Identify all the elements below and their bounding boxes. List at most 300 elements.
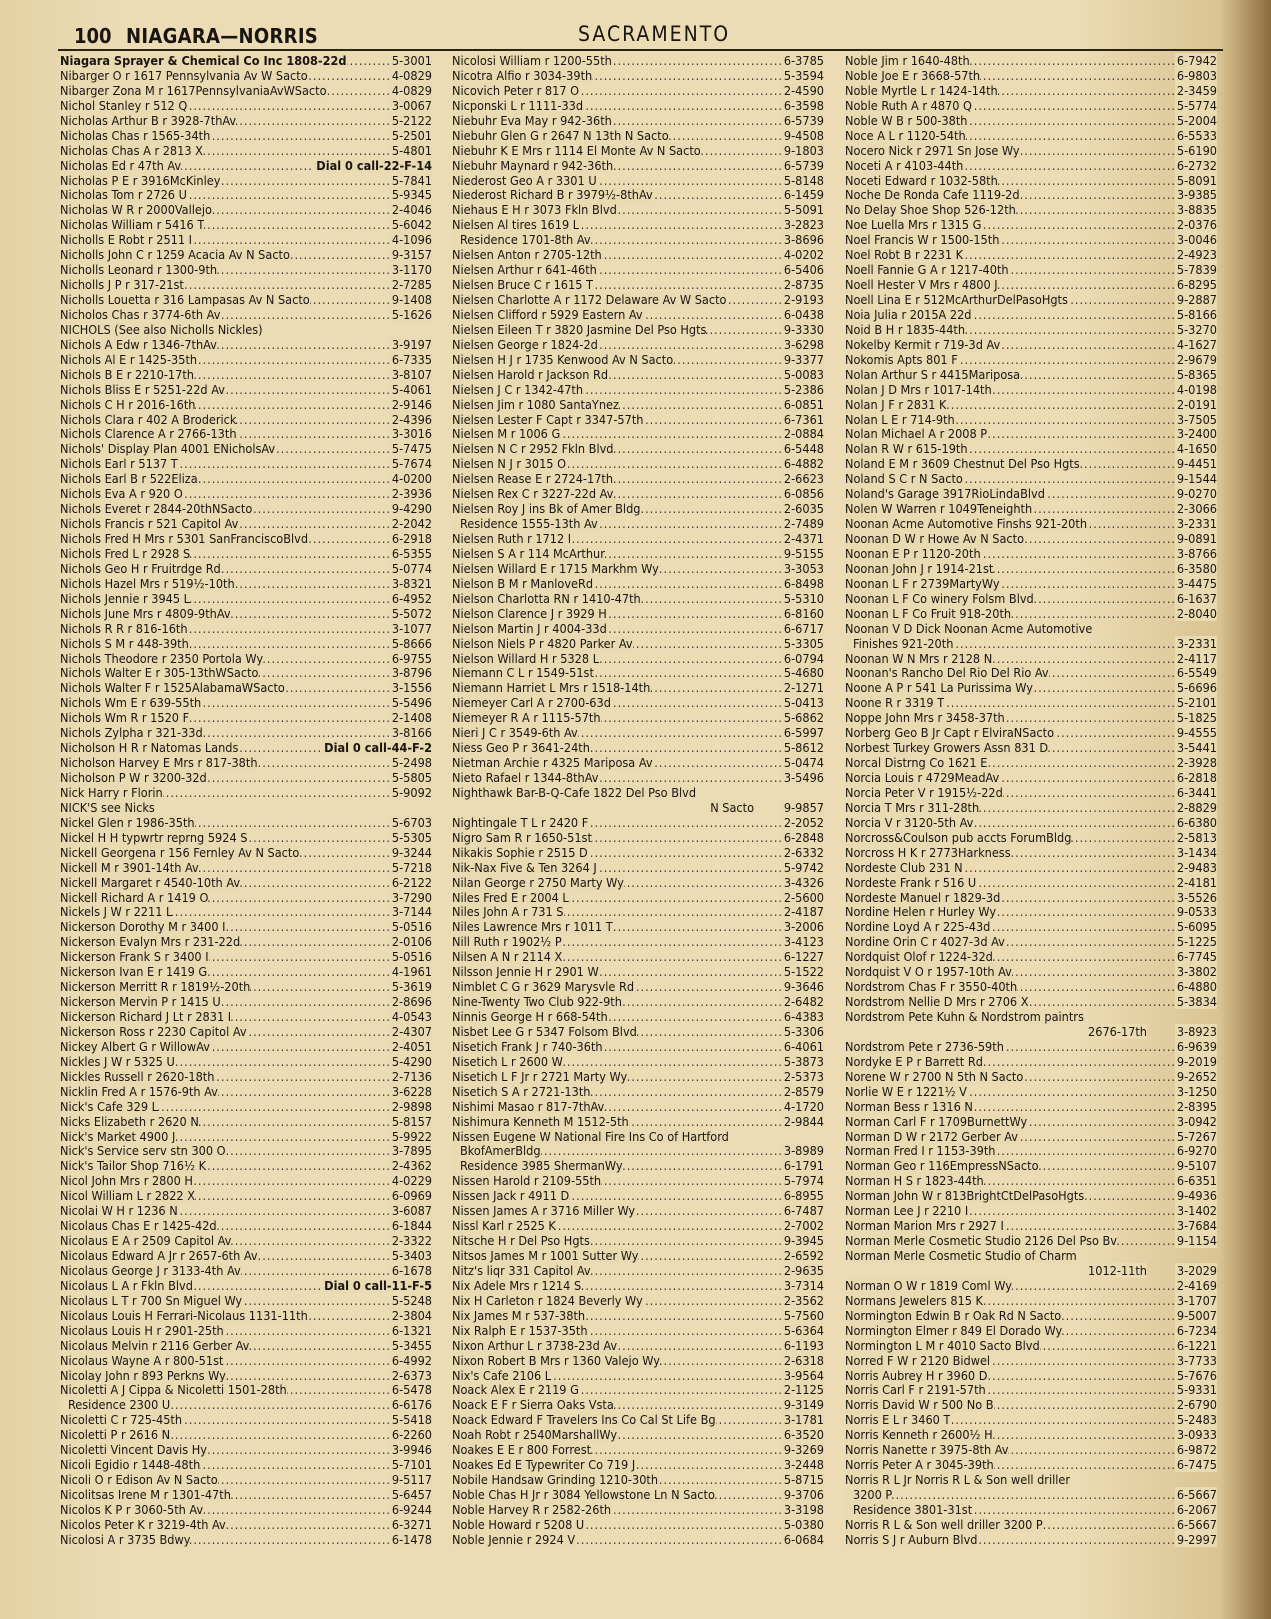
listing-name: Nicolaus Melvin r 2116 Gerber Av [60,1337,250,1353]
listing-entry [845,1308,1217,1323]
listing-name: Norberg Geo B Jr Capt r ElviraNSacto [845,725,1055,741]
listing-entry [60,1382,432,1397]
page-header [58,20,1218,50]
listing-entry [845,979,1217,994]
listing-name: Noone A P r 541 La Purissima Wy [845,680,1033,696]
listing-phone: 6-2818 [1176,770,1217,785]
listing-name: Nichols B E r 2210-17th [60,366,194,382]
listing-phone: 3-6298 [783,336,824,352]
listing-column-3 [845,53,1217,1547]
listing-phone: 9-0533 [1176,904,1217,920]
listing-entry [60,1323,432,1338]
listing-phone: 2-6623 [783,471,824,487]
listing-entry [452,845,824,860]
listing-entry [452,890,824,905]
listing-phone: 2-4396 [391,411,432,427]
listing-phone: 5-3834 [1176,994,1217,1010]
listing-phone: 6-3580 [1176,560,1217,576]
listing-name: Noland E M r 3609 Chestnut Del Pso Hgts [845,456,1080,472]
listing-phone: 3-4326 [783,874,824,890]
listing-entry [452,426,824,441]
listing-name: Nissen Jack r 4911 D [452,1188,570,1204]
listing-phone: 2-0106 [391,934,432,950]
listing-entry [60,367,432,382]
listing-entry [60,695,432,710]
listing-phone: 3-1402 [1176,1203,1217,1219]
listing-name: Nicoletti P r 2616 N [60,1427,171,1443]
listing-name: Nielsen Ruth r 1712 I [452,531,572,546]
listing-name: Noonan John J r 1914-21st [845,560,994,576]
listing-entry [60,1532,432,1547]
listing-name: Nielsen Charlotte A r 1172 Delaware Av W Sacto [452,292,727,307]
listing-entry [60,412,432,427]
listing-phone: 6-5406 [783,262,824,278]
listing-name: Residence 1701-8th Av [452,232,591,247]
listing-phone: 5-6095 [1176,919,1217,935]
listing-name: Norman H S r 1823-44th [845,1173,984,1189]
listing-name: Norris Peter A r 3045-39th [845,1457,994,1473]
listing-phone: 3-0942 [1176,1113,1217,1129]
listing-name: Nordyke E P r Barrett Rd [845,1053,983,1069]
listing-name: Nicolaus Louis H r 2901-25th [60,1322,224,1338]
listing-entry [60,710,432,725]
listing-phone: 2-6332 [783,844,824,860]
listing-name: Niederost Geo A r 3301 U [452,172,597,188]
listing-phone: 3-5526 [1176,889,1217,905]
listing-entry [845,83,1217,98]
listing-name: 2676-17th [1088,1023,1147,1039]
listing-name: Nicholas Tom r 2726 U [60,187,187,203]
listing-name: Nichols Walter F r 1525AlabamaWSacto [60,680,285,696]
listing-name: Nicolos K P r 3060-5th Av [60,1501,204,1517]
listing-name: Nisbet Lee G r 5347 Folsom Blvd [452,1023,637,1039]
listing-name: Nicholls J P r 317-21st [60,277,184,293]
listing-phone: 5-1522 [783,964,824,980]
listing-name: Nolan L E r 714-9th [845,411,955,427]
listing-phone: 5-5805 [391,770,432,785]
listing-entry [845,143,1217,158]
listing-phone: 5-2501 [391,127,432,143]
listing-name: Noah Robt r 2540MarshallWy [452,1427,618,1443]
listing-entry [452,1382,824,1397]
listing-name: Nisetich L F Jr r 2721 Marty Wy [452,1068,628,1084]
listing-name: Noble Jim r 1640-48th [845,53,970,68]
listing-entry [845,785,1217,800]
listing-phone: 5-2498 [391,755,432,771]
listing-phone: 5-5418 [391,1412,432,1428]
listing-name: 1012-11th [1088,1262,1147,1278]
listing-phone: 5-4290 [391,1053,432,1069]
listing-phone: 4-0829 [391,67,432,83]
listing-name: Nicolaus Wayne A r 800-51st [60,1352,224,1368]
listing-name: Norman Carl F r 1709BurnettWy [845,1113,1028,1129]
listing-name: Nielsen Clifford r 5929 Eastern Av [452,306,643,322]
listing-name: Nichols Clarence A r 2766-13th [60,426,237,442]
listing-entry [845,1084,1217,1099]
listing-name: Norman O W r 1819 Coml Wy [845,1277,1012,1293]
listing-phone: 5-9742 [783,859,824,875]
listing-entry [60,949,432,964]
listing-phone: 5-7475 [391,441,432,457]
listing-phone: 6-6380 [1176,814,1217,830]
listing-phone: 9-9857 [783,799,824,815]
listing-phone: 5-2386 [783,381,824,397]
listing-name: Nick's Tailor Shop 716½ K [60,1158,207,1174]
listing-phone: 3-4123 [783,934,824,950]
listing-entry [845,1427,1217,1442]
listing-entry [845,113,1217,128]
listing-phone: 9-4936 [1176,1188,1217,1204]
listing-name: Nitz's liqr 331 Capitol Av [452,1262,591,1278]
listing-phone: 2-6790 [1176,1397,1217,1413]
listing-phone: 5-9922 [391,1128,432,1144]
listing-phone: 2-9635 [783,1262,824,1278]
listing-entry [60,501,432,516]
listing-phone: 5-7218 [391,859,432,875]
listing-entry [60,1069,432,1084]
listing-name: Nickerson Ivan E r 1419 G [60,964,208,980]
listing-entry [452,441,824,456]
listing-name: Nissen Eugene W National Fire Ins Co of Hartford [452,1128,729,1144]
listing-phone: 2-3322 [391,1233,432,1249]
listing-phone: 3-3016 [391,426,432,442]
listing-entry [60,815,432,830]
listing-phone: 3-8696 [783,232,824,248]
listing-name: Nielsen Al tires 1619 L [452,217,580,233]
listing-name: Noonan E P r 1120-20th [845,545,981,561]
listing-entry [452,277,824,292]
listing-phone: 5-3455 [391,1337,432,1353]
listing-name: Nicholas William r 5416 T [60,217,205,233]
listing-name: Nicolosi A r 3735 Bdwy [60,1531,191,1547]
listing-phone: 6-2260 [391,1427,432,1443]
listing-name: Nordine Helen r Hurley Wy [845,904,997,920]
listing-phone: 6-1321 [391,1322,432,1338]
listing-entry [845,1158,1217,1173]
listing-name: Nick's Market 4900 J [60,1128,176,1144]
listing-phone: 2-4371 [783,531,824,546]
listing-entry [452,68,824,83]
listing-phone: 3-6228 [391,1083,432,1099]
listing-phone: 6-9803 [1176,67,1217,83]
listing-entry [452,337,824,352]
listing-entry [845,247,1217,262]
listing-entry [845,830,1217,845]
listing-phone: 5-0474 [783,755,824,771]
listing-entry [845,1039,1217,1054]
listing-phone: 5-5305 [391,829,432,845]
listing-entry [845,516,1217,531]
listing-name: Niemann Harriet L Mrs r 1518-14th [452,680,651,696]
listing-phone: 2-3066 [1176,501,1217,517]
listing-phone: 2-9193 [783,292,824,307]
listing-entry [60,1248,432,1263]
listing-phone: 4-0829 [391,82,432,98]
listing-phone: 6-6717 [783,620,824,636]
listing-phone: 6-0851 [783,396,824,412]
listing-entry [60,1129,432,1144]
listing-phone: 6-9872 [1176,1442,1217,1458]
listing-name: Nickel Glen r 1986-35th [60,814,195,830]
listing-phone: 6-5478 [391,1382,432,1398]
listing-entry [60,1143,432,1158]
listing-entry [452,1278,824,1293]
listing-entry [845,651,1217,666]
listing-phone: 3-0067 [391,97,432,113]
listing-phone: 5-8715 [783,1472,824,1488]
listing-entry [60,755,432,770]
listing-name: Nichols Jennie r 3945 L [60,590,190,606]
listing-name: Nicholas Arthur B r 3928-7thAv [60,112,237,128]
listing-entry [60,1338,432,1353]
listing-name: Nielsen N J r 3015 O [452,456,567,472]
listing-entry [452,1084,824,1099]
listing-phone: 6-9639 [1176,1038,1217,1054]
listing-phone: 6-7475 [1176,1457,1217,1473]
listing-entry [60,1442,432,1457]
listing-entry [845,1099,1217,1114]
listing-name: Nichols Wm E r 639-55th [60,695,202,711]
listing-entry [452,860,824,875]
listing-entry [60,1099,432,1114]
listing-phone: 4-1627 [1176,336,1217,352]
listing-entry [60,561,432,576]
listing-entry [60,1368,432,1383]
listing-entry [452,98,824,113]
listing-entry [845,1263,1217,1278]
listing-name: Noonan L F Co Fruit 918-20th [845,605,1012,621]
listing-name: Noceti A r 4103-44th [845,157,964,173]
listing-entry [845,875,1217,890]
listing-name: Niemeyer R A r 1115-57th [452,710,601,726]
listing-entry [845,531,1217,546]
listing-entry [60,621,432,636]
listing-name: Nix James M r 537-38th [452,1307,586,1323]
listing-entry [60,456,432,471]
listing-entry [845,1487,1217,1502]
listing-entry [452,606,824,621]
listing-entry [845,1114,1217,1129]
listing-phone: Dial 0 call-22-F-14 [316,157,432,173]
listing-entry [452,830,824,845]
listing-entry [452,1368,824,1383]
listing-phone: 6-4882 [783,456,824,472]
listing-entry [452,1054,824,1069]
listing-phone: 3-3802 [1176,964,1217,980]
listing-phone: 5-5774 [1176,97,1217,113]
listing-name: Noble W B r 500-38th [845,112,968,128]
listing-entry [452,785,824,800]
listing-phone: 2-4362 [391,1158,432,1174]
listing-entry [845,964,1217,979]
listing-name: Norbest Turkey Growers Assn 831 D [845,740,1049,756]
listing-phone: 5-6364 [783,1322,824,1338]
listing-entry [452,1039,824,1054]
listing-name: Nimblet C G r 3629 Marysvle Rd [452,979,635,995]
listing-name: Residence 3801-31st [845,1502,972,1517]
listing-phone: 6-4880 [1176,979,1217,995]
listing-name: Nietman Archie r 4325 Mariposa Av [452,755,653,771]
listing-phone: 6-5997 [783,725,824,741]
listing-name: Noble Joe E r 3668-57th [845,67,981,83]
listing-name: Nichols Zylpha r 321-33d [60,725,203,741]
listing-name: Nicolai W H r 1236 N [60,1203,178,1219]
listing-phone: 6-5549 [1176,665,1217,681]
listing-entry [60,1308,432,1323]
listing-entry [845,53,1217,68]
listing-phone: 3-2331 [1176,516,1217,532]
listing-name: Nicholls E Robt r 2511 I [60,232,193,248]
listing-name: Niles John A r 731 S [452,904,564,920]
listing-name: Noland S C r N Sacto [845,471,963,487]
listing-entry [845,1457,1217,1472]
listing-name: Nielsen J C r 1342-47th [452,381,584,397]
listing-entry [845,471,1217,486]
listing-name: Norcross&Coulson pub accts ForumBldg [845,829,1072,845]
listing-phone: 6-7361 [783,411,824,427]
listing-name: Nickerson Frank S r 3400 I [60,949,209,965]
listing-phone: 5-6703 [391,814,432,830]
listing-name: Nielson Clarence J r 3929 H [452,605,607,621]
listing-name: Norris David W r 500 No B [845,1397,994,1413]
listing-name: Nickell Richard A r 1419 O [60,889,209,905]
listing-phone: 9-4508 [783,127,824,143]
listing-name: Ninnis George H r 668-54th [452,1009,608,1024]
listing-phone: 9-5155 [783,545,824,561]
listing-name: Nilsson Jennie H r 2901 W [452,964,599,980]
listing-entry [452,1158,824,1173]
listing-phone: 9-3149 [783,1397,824,1413]
listing-phone: 5-8091 [1176,172,1217,188]
listing-name: Niemann C L r 1549-51st [452,665,594,681]
listing-entry [845,636,1217,651]
listing-entry [845,173,1217,188]
listing-name: Nielsen Willard E r 1715 Markhm Wy [452,560,659,576]
listing-entry [845,665,1217,680]
listing-phone: 6-7335 [391,351,432,367]
listing-name: NICK'S see Nicks [60,799,155,815]
listing-entry [845,1188,1217,1203]
listing-entry [60,53,432,68]
listing-phone: 6-3785 [783,53,824,68]
listing-phone: 2-0191 [1176,396,1217,412]
listing-name: Norris S J r Auburn Blvd [845,1531,978,1547]
listing-name: Nichols Eva A r 920 O [60,486,183,502]
listing-name: Norene W r 2700 N 5th N Sacto [845,1068,1024,1084]
listing-name: Nielson Martin J r 4004-33d [452,620,607,636]
listing-phone: 9-2652 [1176,1068,1217,1084]
listing-phone: 2-8395 [1176,1098,1217,1114]
listing-entry [845,1353,1217,1368]
listing-entry [60,232,432,247]
listing-name: Norcia Louis r 4729MeadAv [845,770,1000,785]
listing-entry [452,1487,824,1502]
listing-phone: 5-8612 [783,740,824,756]
listing-name: Nix Ralph E r 1537-35th [452,1322,588,1338]
listing-entry [60,202,432,217]
listing-name: Nichols C H r 2016-16th [60,396,196,412]
listing-entry [845,1532,1217,1547]
listing-phone: 3-1170 [391,262,432,278]
listing-phone: 2-7136 [391,1068,432,1084]
listing-phone: 5-4801 [391,142,432,158]
listing-name: Noble Harvey R r 2582-26th [452,1501,612,1517]
listing-entry [452,486,824,501]
listing-name: Noell Lina E r 512McArthurDelPasoHgts [845,292,1068,307]
listing-phone: 2-8579 [783,1083,824,1099]
listing-entry [845,1203,1217,1218]
header-rule [58,49,1223,51]
listing-phone: 9-5117 [391,1472,432,1488]
listing-entry [845,1218,1217,1233]
listing-name: Nix H Carleton r 1824 Beverly Wy [452,1292,643,1308]
listing-name: Noonan V D Dick Noonan Acme Automotive [845,620,1093,636]
listing-name: Nicholas Chas r 1565-34th [60,127,211,143]
listing-phone: 5-8148 [783,172,824,188]
listing-entry [452,1293,824,1308]
listing-name: Niebuhr Maynard r 942-36th [452,157,614,173]
listing-phone: 2-9679 [1176,351,1217,367]
listing-entry [452,1203,824,1218]
listing-entry [452,1472,824,1487]
listing-entry [60,785,432,800]
listing-phone: 2-2052 [783,814,824,830]
listing-name: Nibarger Zona M r 1617PennsylvaniaAvWSacto [60,82,327,98]
listing-name: Noel Robt B r 2231 K [845,247,964,263]
listing-entry [452,740,824,755]
listing-phone: 5-6696 [1176,680,1217,696]
listing-entry [60,934,432,949]
listing-entry [452,217,824,232]
listing-name: Nisetich S A r 2721-13th [452,1083,591,1099]
listing-entry [845,1368,1217,1383]
listing-entry [845,1024,1217,1039]
listing-name: Noakes E E r 800 Forrest [452,1442,592,1458]
listing-name: Nicolaus L T r 700 Sn Miguel Wy [60,1292,243,1308]
listing-entry [452,53,824,68]
listing-phone: 3-8923 [1176,1023,1217,1039]
listing-phone: 5-4680 [783,665,824,681]
listing-phone: 6-5533 [1176,127,1217,143]
listing-entry [845,352,1217,367]
listing-phone: 3-0933 [1176,1427,1217,1443]
listing-name: Niles Fred E r 2004 L [452,889,569,905]
listing-name: Nishimi Masao r 817-7thAv [452,1098,605,1114]
listing-phone: 6-3598 [783,97,824,113]
listing-entry [845,621,1217,636]
listing-name: Norman Fred I r 1153-39th [845,1143,996,1159]
listing-name: Noble Jennie r 2924 V [452,1531,576,1547]
listing-entry [845,606,1217,621]
listing-phone: 9-1154 [1176,1233,1217,1249]
listing-name: Nordquist Olof r 1224-32d [845,949,993,965]
listing-phone: 4-0229 [391,1173,432,1189]
listing-name: Nicholls Louetta r 316 Lampasas Av N Sacto [60,292,310,307]
listing-phone: 6-2122 [391,874,432,890]
listing-name: Niles Lawrence Mrs r 1011 T [452,919,613,935]
listing-phone: 3-1250 [1176,1083,1217,1099]
listing-name: Noonan Acme Automotive Finshs 921-20th [845,516,1087,532]
listing-phone: Dial 0 call-11-F-5 [324,1277,432,1293]
listing-name: Nicovich Peter r 817 O [452,82,580,98]
listing-phone: 9-4451 [1176,456,1217,472]
listing-entry [452,1248,824,1263]
listing-entry [845,1472,1217,1487]
listing-entry [452,1099,824,1114]
listing-phone: 2-2042 [391,516,432,532]
listing-phone: 6-4061 [783,1038,824,1054]
listing-name: Norlie W E r 1221½ V [845,1083,967,1099]
